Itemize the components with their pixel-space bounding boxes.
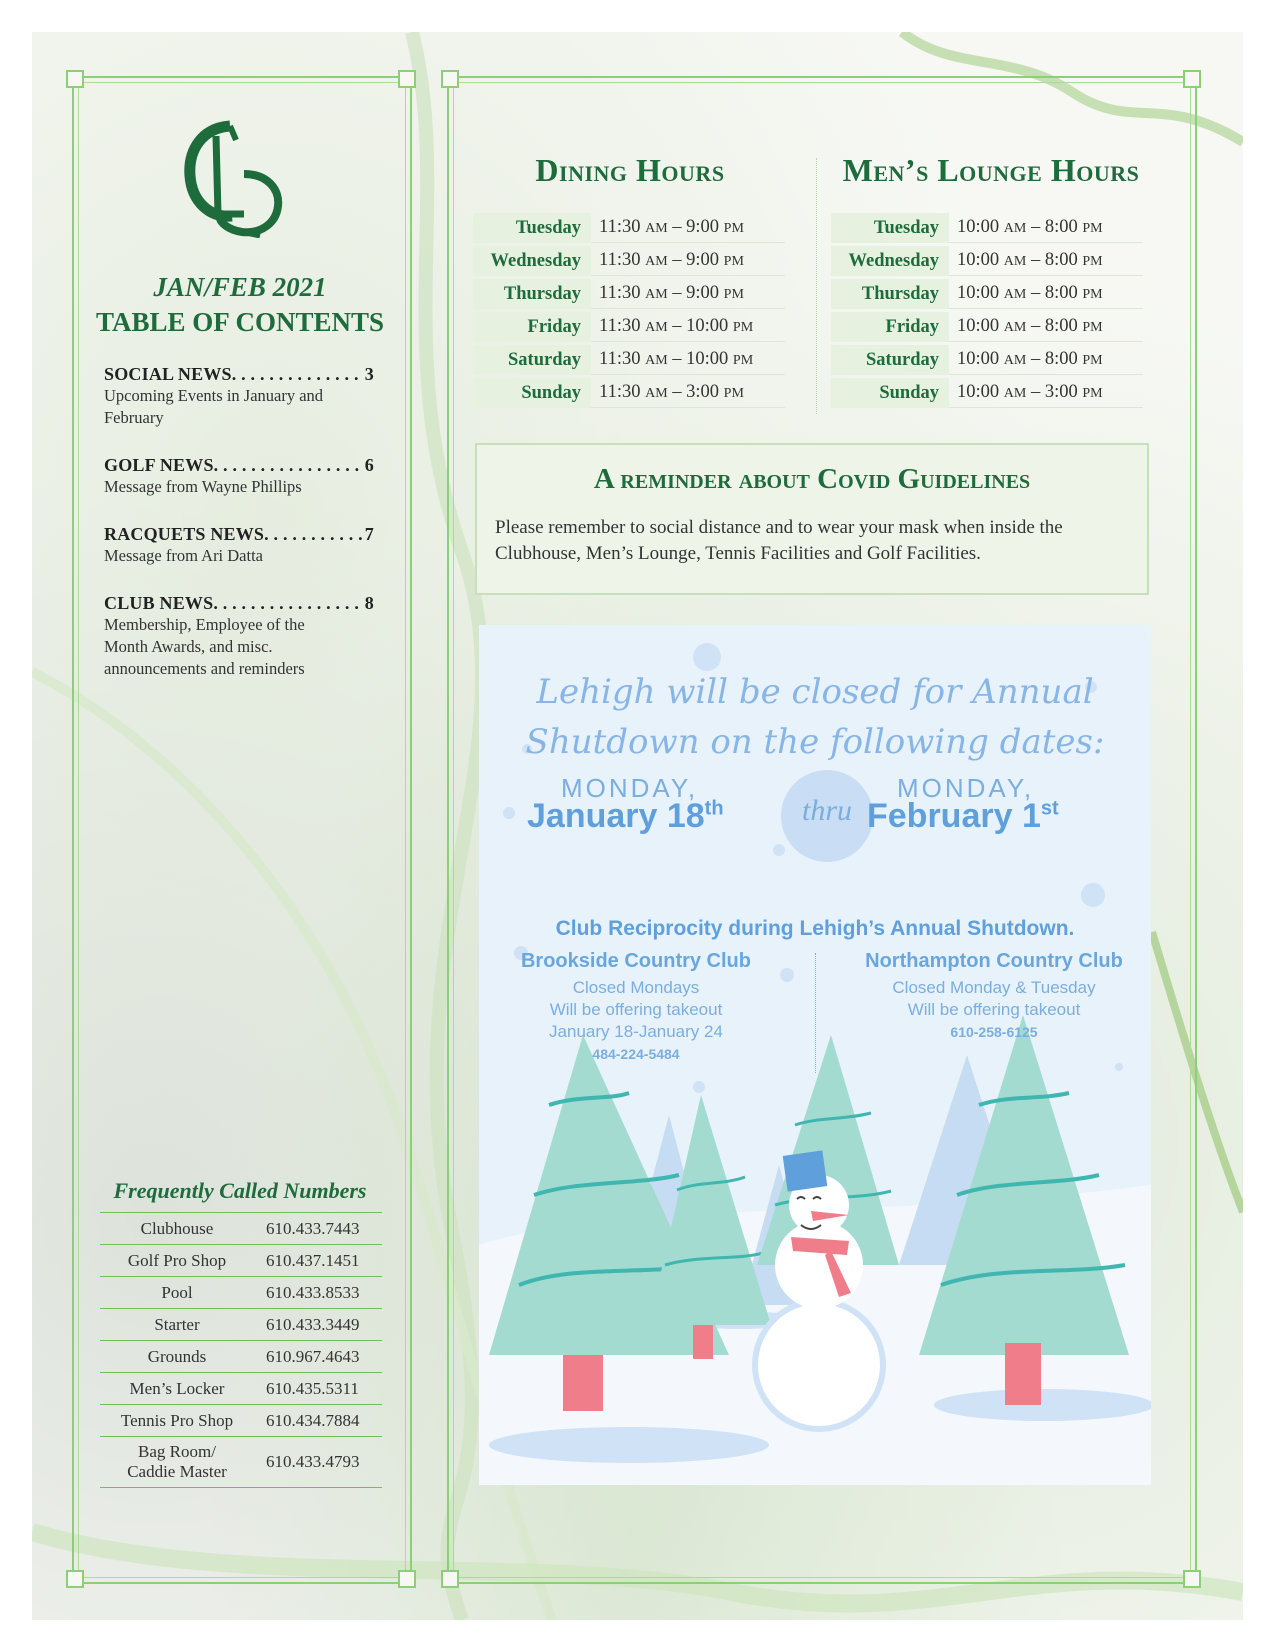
time-period: AM [645,221,668,236]
contact-phone[interactable]: 610.434.7884 [254,1405,382,1437]
hours-row [831,312,1143,342]
toc-item-page: 6 [364,455,374,475]
hours-time [949,312,1143,342]
hours-day: Saturday [831,345,949,375]
time-value: – [672,349,682,369]
club-logo [184,118,284,238]
toc-item-club[interactable] [104,593,374,680]
time-period: PM [723,287,744,302]
hours-row [473,378,785,408]
time-value: – [672,217,682,237]
hours-time [591,345,785,375]
contact-name [100,1437,254,1488]
time-period: PM [732,353,754,368]
table-row [100,1373,382,1405]
time-value: – [1030,217,1041,237]
table-row [100,1437,382,1488]
contact-name: Tennis Pro Shop [100,1405,254,1437]
time-period: PM [1082,254,1103,269]
thru-badge [781,770,873,862]
hours-row [473,279,785,309]
club-divider [815,953,816,1073]
contact-phone[interactable]: 610.437.1451 [254,1245,382,1277]
hours-row [831,378,1143,408]
toc-item-desc: Message from Wayne Phillips [104,477,302,496]
time-value: 10:00 [957,250,1000,270]
toc-item-title: GOLF NEWS [104,455,214,475]
time-period: PM [1082,386,1103,401]
hours-day: Wednesday [831,246,949,276]
toc-item-title: RACQUETS NEWS [104,524,265,544]
time-period: PM [1082,320,1103,335]
hours-day: Friday [473,312,591,342]
time-value: 3:00 [686,382,720,402]
hours-day: Sunday [831,378,949,408]
time-value: 10:00 [957,349,1000,369]
hours-row [831,279,1143,309]
end-date [867,797,1059,836]
club-detail: January 18-January 24 [549,1022,723,1041]
hours-time [591,246,785,276]
hours-day: Thursday [831,279,949,309]
contact-name: Golf Pro Shop [100,1245,254,1277]
shutdown-headline [479,667,1151,767]
hours-time [949,213,1143,243]
hours-time [591,378,785,408]
time-value: 11:30 [599,250,641,270]
time-value: 11:30 [599,217,641,237]
toc-item-desc: Membership, Employee of the Month Awards, and misc. announcements and reminders [104,615,305,678]
club-name: Brookside Country Club [520,950,751,972]
time-value: 10:00 [957,217,1000,237]
club-phone[interactable]: 484-224-5484 [592,1046,680,1062]
table-row [100,1341,382,1373]
frame-corner [1183,1570,1201,1588]
thru-label: thru [801,794,852,827]
hours-day: Sunday [473,378,591,408]
toc-item-racquets[interactable] [104,524,374,567]
contact-phone[interactable]: 610.435.5311 [254,1373,382,1405]
frame-corner [1183,70,1201,88]
toc-item-golf[interactable] [104,455,374,498]
contact-name-line: Bag Room/ [138,1442,216,1461]
time-period: AM [645,386,668,401]
time-period: AM [645,353,668,368]
hours-day: Friday [831,312,949,342]
time-period: AM [645,287,668,302]
lounge-hours-table [831,210,1143,411]
contact-name-line: Caddie Master [127,1462,227,1481]
frame-corner [66,70,84,88]
hours-row [831,345,1143,375]
hours-time [949,378,1143,408]
end-date-suffix: st [1040,797,1059,820]
start-weekday: MONDAY, [561,773,699,803]
covid-reminder-box [475,443,1149,595]
time-value: 10:00 [686,349,729,369]
time-value: 11:30 [599,349,641,369]
hours-time [949,246,1143,276]
time-value: 9:00 [686,217,720,237]
toc-item-page: 8 [364,593,374,613]
club-detail: Closed Monday & Tuesday [892,978,1096,997]
time-period: AM [645,254,668,269]
time-period: AM [1003,353,1027,368]
hours-row [831,246,1143,276]
contact-phone[interactable]: 610.433.3449 [254,1309,382,1341]
contact-phone[interactable]: 610.967.4643 [254,1341,382,1373]
time-value: 9:00 [686,283,720,303]
end-weekday: MONDAY, [897,773,1035,803]
frame-corner [441,70,459,88]
time-value: – [1030,316,1041,336]
hours-day: Tuesday [831,213,949,243]
hours-row [473,246,785,276]
hours-row [473,312,785,342]
time-value: – [1030,283,1041,303]
contact-phone[interactable]: 610.433.7443 [254,1213,382,1245]
hours-day: Tuesday [473,213,591,243]
toc-item-title: SOCIAL NEWS [104,364,232,384]
hours-row [831,213,1143,243]
time-value: 10:00 [686,316,729,336]
toc-item-page: 3 [364,364,374,384]
time-value: – [672,283,682,303]
frame-corner [66,1570,84,1588]
time-period: AM [1003,287,1027,302]
numbers-table [100,1212,382,1488]
hours-row [473,345,785,375]
dining-hours-table [473,210,785,411]
time-value: 11:30 [599,283,641,303]
toc-item-page: 7 [364,524,374,544]
hours-time [949,279,1143,309]
time-period: AM [1003,320,1027,335]
numbers-title: Frequently Called Numbers [113,1178,367,1203]
hours-time [591,279,785,309]
time-value: 8:00 [1044,316,1078,336]
start-date-text: January 18 [527,797,705,835]
time-period: PM [1082,353,1103,368]
time-period: PM [1082,221,1103,236]
start-date-suffix: th [704,797,724,820]
toc-item-desc: Upcoming Events in January and February [104,386,324,427]
time-period: PM [723,254,744,269]
time-value: – [1030,250,1041,270]
covid-title: A reminder about Covid Guidelines [593,463,1031,495]
frame-corner [441,1570,459,1588]
club-detail: Closed Mondays [572,978,700,997]
time-period: AM [645,320,668,335]
end-date-text: February 1 [867,797,1041,835]
club-brookside [481,950,791,1065]
toc-heading [80,270,400,340]
contact-name: Grounds [100,1341,254,1373]
club-detail: Will be offering takeout [907,1000,1081,1019]
time-period: AM [1003,221,1027,236]
time-period: AM [1003,254,1027,269]
time-value: – [672,382,682,402]
hours-day: Thursday [473,279,591,309]
issue-date: JAN/FEB 2021 [153,272,327,302]
time-period: AM [1003,386,1027,401]
table-of-contents [104,364,374,706]
contact-name: Pool [100,1277,254,1309]
frame-corner [398,1570,416,1588]
toc-item-social[interactable] [104,364,374,429]
contact-name: Men’s Locker [100,1373,254,1405]
time-value: – [672,316,682,336]
time-period: PM [1082,287,1103,302]
time-value: – [1030,349,1041,369]
contact-name: Starter [100,1309,254,1341]
table-row [100,1309,382,1341]
time-value: 9:00 [686,250,720,270]
time-period: PM [732,320,754,335]
time-value: 10:00 [957,316,1000,336]
time-value: 8:00 [1044,283,1078,303]
time-period: PM [723,386,744,401]
time-value: 10:00 [957,382,1000,402]
toc-item-desc: Message from Ari Datta [104,546,263,565]
hours-time [591,312,785,342]
frame-corner [398,70,416,88]
contact-phone[interactable]: 610.433.8533 [254,1277,382,1309]
club-northampton [839,950,1149,1043]
hours-day: Wednesday [473,246,591,276]
start-date [527,797,724,836]
toc-title: TABLE OF CONTENTS [95,307,385,337]
hours-day: Saturday [473,345,591,375]
time-value: – [1030,382,1041,402]
contact-name: Clubhouse [100,1213,254,1245]
time-value: 8:00 [1044,217,1078,237]
club-phone[interactable]: 610-258-6125 [950,1024,1038,1040]
time-value: 3:00 [1044,382,1078,402]
shutdown-headline-line: Lehigh will be closed for Annual [536,672,1094,712]
time-value: 11:30 [599,316,641,336]
shutdown-announcement [479,625,1151,1485]
table-row [100,1405,382,1437]
hours-time [591,213,785,243]
time-value: 11:30 [599,382,641,402]
toc-item-title: CLUB NEWS [104,593,214,613]
shutdown-headline-line: Shutdown on the following dates: [525,722,1105,762]
contact-phone[interactable]: 610.433.4793 [254,1437,382,1488]
hours-row [473,213,785,243]
lounge-hours-title: Men’s Lounge Hours [842,152,1140,188]
hours-time [949,345,1143,375]
time-value: 8:00 [1044,250,1078,270]
table-row [100,1245,382,1277]
covid-text: Please remember to social distance and to wear your mask when inside the Clubhouse, Men’s Lounge, Tennis Facilities and Golf Facilities. [495,517,1063,564]
club-detail: Will be offering takeout [549,1000,723,1019]
table-row [100,1277,382,1309]
time-value: – [672,250,682,270]
column-divider [816,158,817,414]
club-name: Northampton Country Club [865,950,1123,972]
time-period: PM [723,221,744,236]
table-row [100,1213,382,1245]
time-value: 8:00 [1044,349,1078,369]
reciprocity-heading: Club Reciprocity during Lehigh’s Annual Shutdown. [555,917,1075,940]
time-value: 10:00 [957,283,1000,303]
dining-hours-title: Dining Hours [535,152,725,188]
